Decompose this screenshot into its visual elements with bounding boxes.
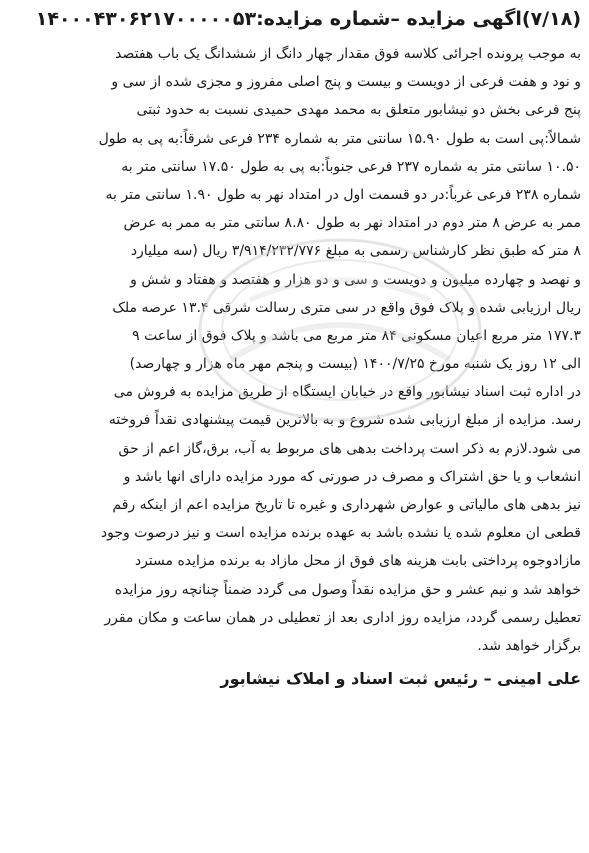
notice-line: الی ۱۲ روز یک شنبه مورخ ۱۴۰۰/۷/۲۵ (بیست و پنجم مهر ماه هزار و چهارصد) — [129, 356, 581, 373]
notice-headline: (۷/۱۸)اگهی مزایده –شماره مزایده:۱۴۰۰۰۴۳۰۶۲۱۷۰۰۰۰۰۵۳ — [35, 8, 581, 30]
notice-line: شماره ۲۳۸ فرعی غرباً:در دو قسمت اول در امتداد نهر به طول ۱.۹۰ سانتی متر به — [105, 186, 581, 203]
notice-line: می شود.لازم به ذکر است پرداخت بدهی های مربوط به آب، برق،گاز اعم از حق — [118, 440, 581, 457]
notice-line: پنج فرعی بخش دو نیشابور متعلق به محمد مهدی حمیدی نسبت به حدود ثبتی — [136, 102, 581, 119]
notice-line: و نود و هفت فرعی از دویست و بیست و پنج اصلی مفروز و مجزی شده از سی و — [111, 74, 581, 91]
notice-line: برگزار خواهد شد. — [477, 637, 581, 654]
notice-line: نیز بدهی های مالیاتی و عوارض شهرداری و غیره تا تاریخ مزایده اعم از اینکه رقم — [112, 497, 581, 513]
notice-line: و نهصد و چهارده میلیون و دویست و سی و دو هزار و هفتصد و هفتاد و شش و — [130, 271, 581, 288]
notice-line: شمالاً:پی است به طول ۱۵.۹۰ سانتی متر به شماره ۲۳۴ فرعی شرقاً:به پی به طول — [98, 130, 581, 147]
notice-line: ریال ارزیابی شده و پلاک فوق واقع در سی متری رسالت شرقی ۱۳.۴ عرصه ملک — [112, 299, 581, 316]
notice-line: مازادوجوه پرداختی بابت هزینه های فوق از محل مازاد به برنده مزایده مسترد — [134, 553, 581, 570]
notice-signature: علی امینی – رئیس ثبت اسناد و املاک نیشابور — [220, 669, 581, 689]
notice-line: ۱۰.۵۰ سانتی متر به شماره ۲۳۷ فرعی جنوباً:به پی به طول ۱۷.۵۰ سانتی متر به — [121, 158, 581, 175]
notice-line: ۸ متر که طبق نظر کارشناس رسمی به مبلغ ۳/۹۱۴/۲۳۲/۷۷۶ ریال (سه میلیارد — [130, 243, 581, 260]
notice-line: خواهد شد و نیم عشر و حق مزایده نقداً وصول می گردد ضمناً چنانچه روز مزایده — [114, 581, 581, 598]
notice-line: به موجب پرونده اجرائی کلاسه فوق مقدار چهار دانگ از ششدانگ یک باب هفتصد — [115, 46, 581, 62]
notice-line: انشعاب و یا حق اشتراک و مصرف در صورتی که مورد مزایده دارای انها باشد و — [123, 468, 581, 485]
notice-line: رسد. مزایده از مبلغ ارزیابی شده شروع و به بالاترین قیمت پیشنهادی نقداً فروخته — [108, 412, 581, 429]
notice-body — [8, 40, 581, 660]
notice-line: تعطیل رسمی گردد، مزایده روز اداری بعد از تعطیلی در همان ساعت و مکان مقرر — [104, 609, 581, 626]
notice-line: قطعی ان معلوم شده یا نشده باشد به عهده برنده مزایده است و نیز درصوت وجود — [100, 525, 581, 542]
notice-line: ممر به عرض ۸ متر دوم در امتداد نهر به طول ۸.۸۰ سانتی متر به ممر به عرض — [123, 215, 581, 232]
notice-line: ۱۷۷.۳ متر مربع اعیان مسکونی ۸۴ متر مربع می باشد و پلاک فوق از ساعت ۹ — [132, 327, 581, 344]
notice-line: در اداره ثبت اسناد نیشابور واقع در خیابان ایستگاه از طریق مزایده به فروش می — [113, 384, 581, 401]
